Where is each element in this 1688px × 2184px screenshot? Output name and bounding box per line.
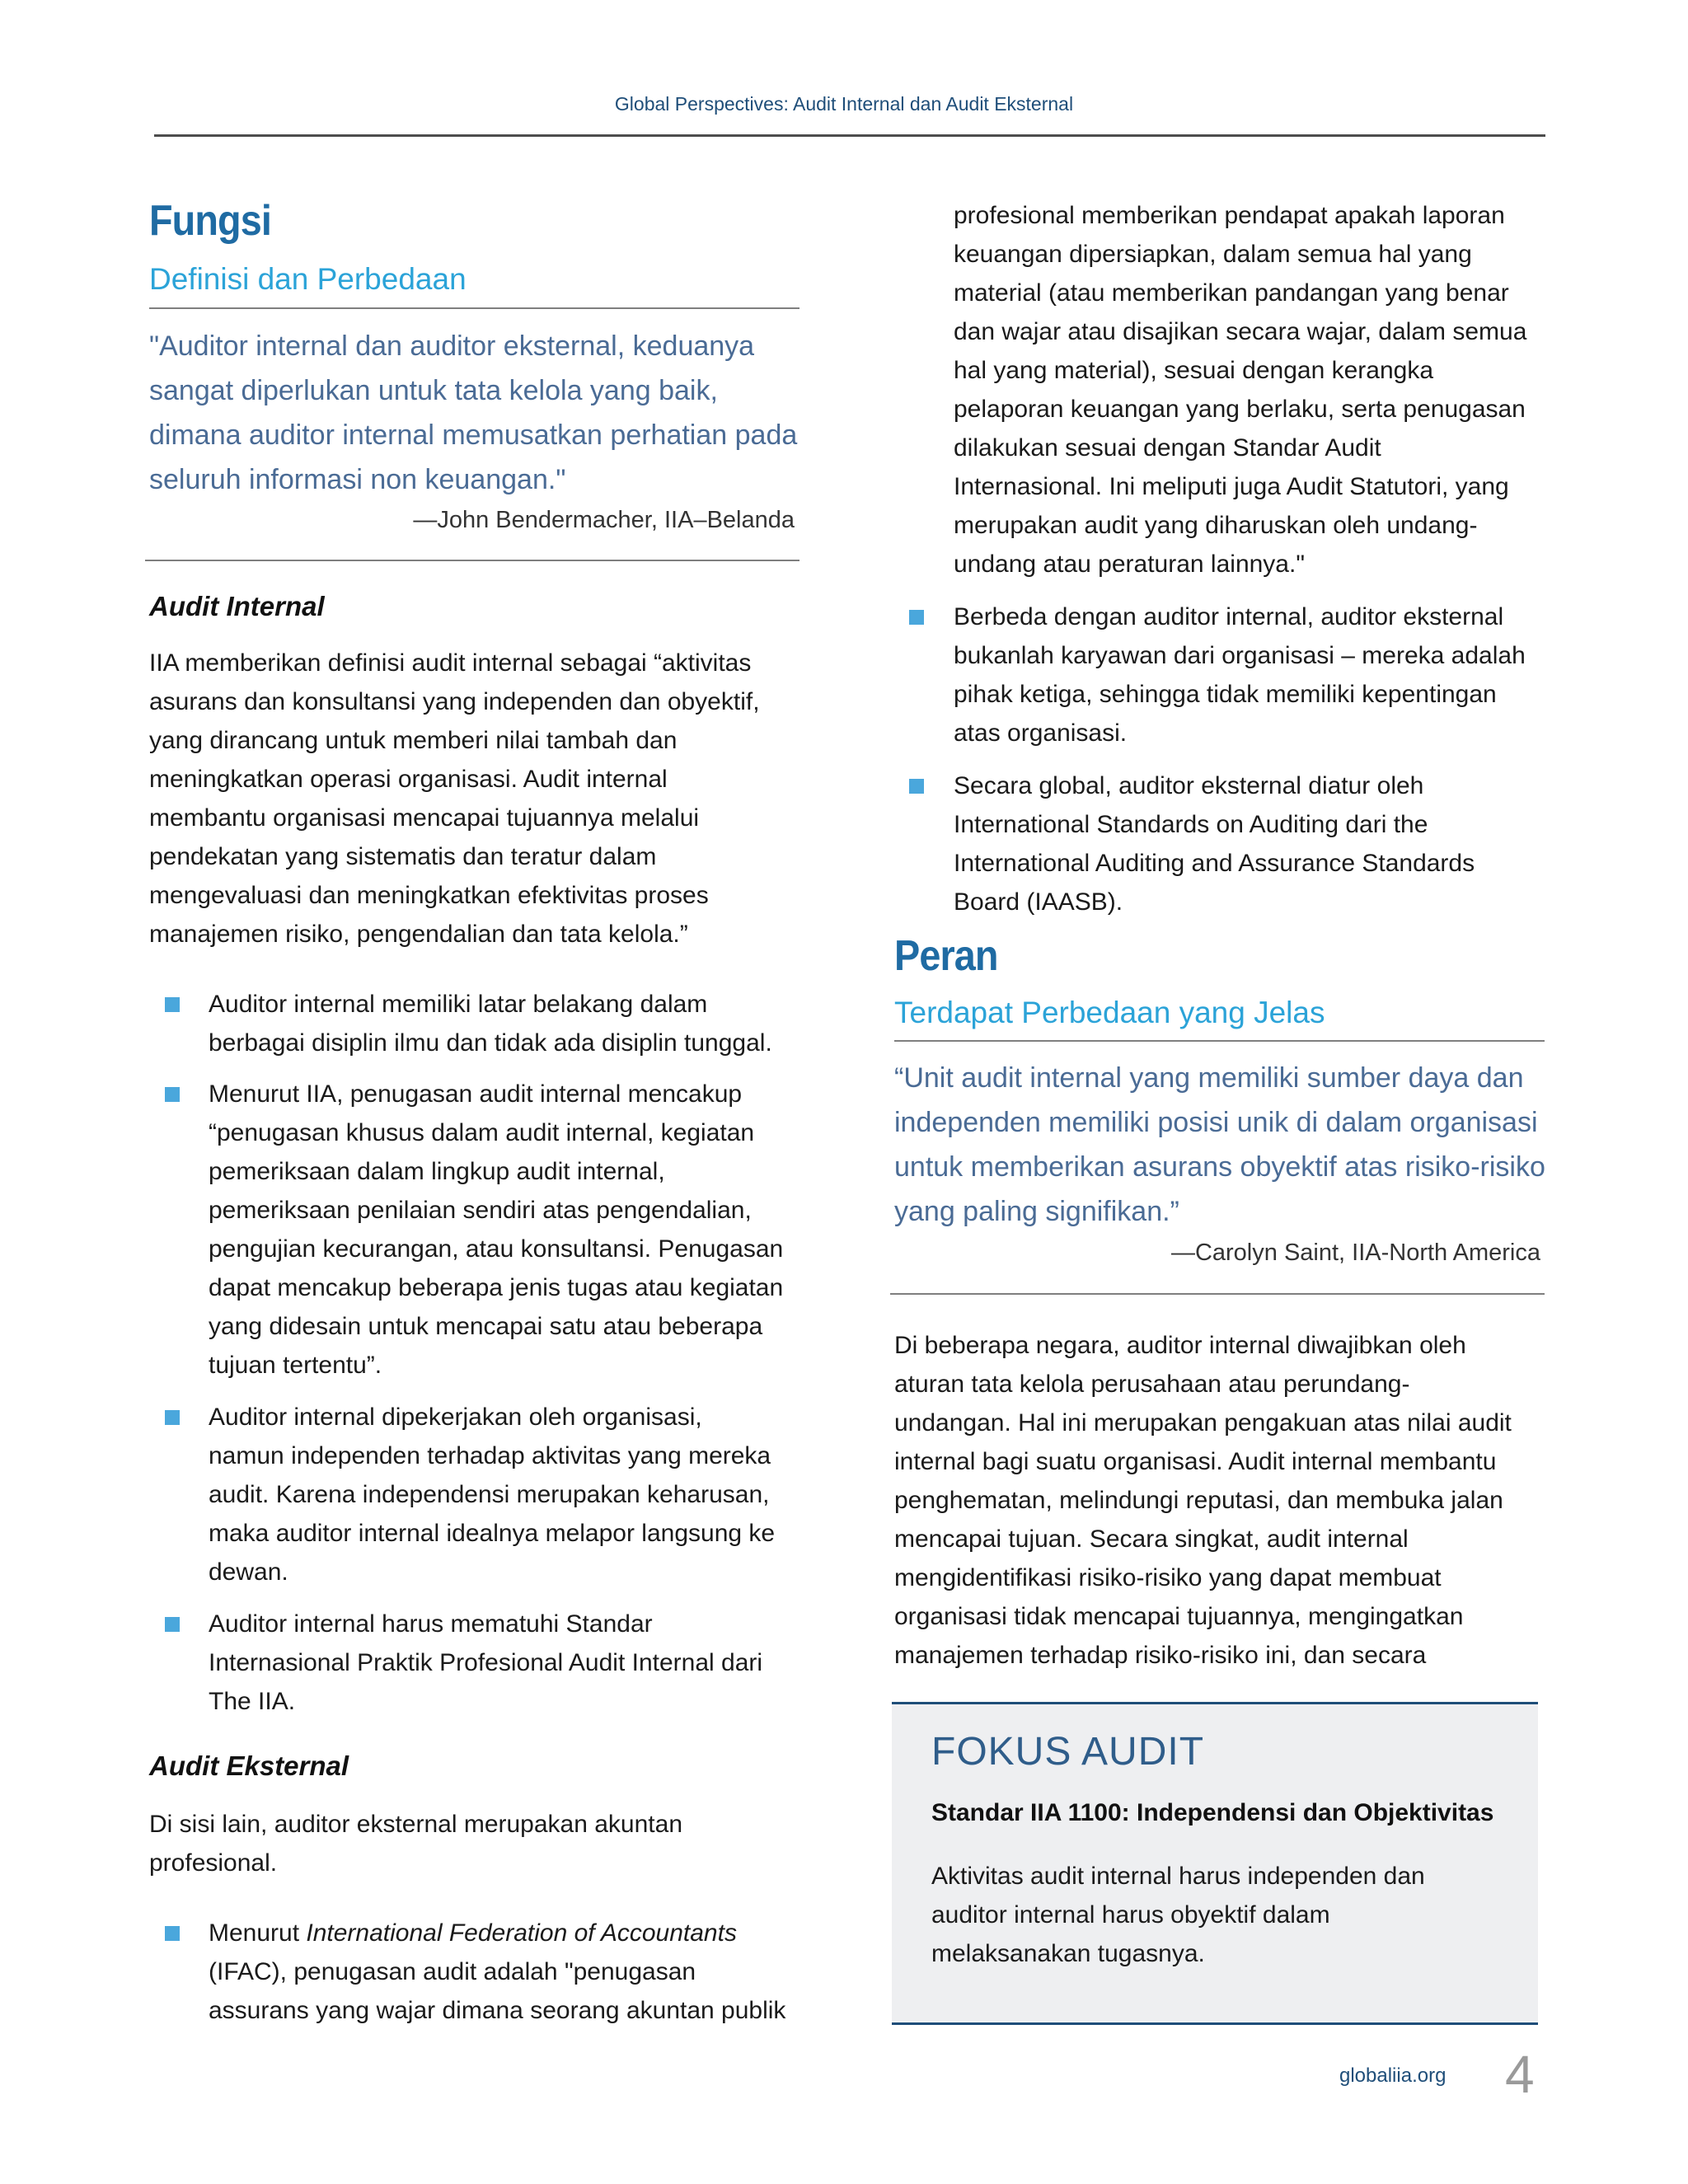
text-line: manajemen risiko, pengendalian dan tata kelola.” [149,921,688,948]
pull-quote-saint [894,1056,1554,1234]
text-line: dilakukan sesuai dengan Standar Audit [954,434,1381,462]
list-item-ifac [209,1914,810,2030]
quote-attribution: —John Bendermacher, IIA–Belanda [413,507,795,533]
text-line: keuangan dipersiapkan, dalam semua hal yang [954,241,1472,268]
quote-rule [145,560,799,561]
text-line: undang atau peraturan lainnya." [954,551,1305,578]
quote-line: untuk memberikan asurans obyektif atas risiko-risiko [894,1151,1545,1183]
page-number: 4 [1505,2045,1535,2104]
text-line: internal bagi suatu organisasi. Audit internal membantu [894,1448,1497,1475]
text-line: dapat mencakup beberapa jenis tugas atau kegiatan [209,1274,784,1301]
text-line: organisasi tidak mencapai tujuannya, mengingatkan [894,1603,1464,1630]
bullet-marker [909,610,924,625]
text-line: Auditor internal memiliki latar belakang dalam [209,991,708,1018]
text-line: The IIA. [209,1688,296,1715]
text-line: Di beberapa negara, auditor internal diwajibkan oleh [894,1332,1466,1359]
quote-rule [890,1293,1545,1295]
text-line: atas organisasi. [954,719,1128,747]
text-line: mencapai tujuan. Secara singkat, audit internal [894,1526,1409,1553]
text-line: mengevaluasi dan meningkatkan efektivitas proses [149,882,709,909]
text-span: Menurut [209,1919,307,1947]
text-line: profesional memberikan pendapat apakah laporan [954,202,1505,229]
quote-line: "Auditor internal dan auditor eksternal, keduanya [149,330,755,362]
quote-line: dimana auditor internal memusatkan perhatian pada [149,419,798,451]
quote-line: independen memiliki posisi unik di dalam organisasi [894,1107,1538,1138]
text-line: pendekatan yang sistematis dan teratur dalam [149,843,657,870]
text-line: dan wajar atau disajikan secara wajar, dalam semua [954,318,1527,345]
list-item [209,1605,810,1721]
paragraph-peran [894,1326,1554,1675]
heading-audit-internal: Audit Internal [149,591,325,621]
text-line: profesional. [149,1849,278,1877]
text-line: Secara global, auditor eksternal diatur oleh [954,772,1424,799]
text-line: audit. Karena independensi merupakan keharusan, [209,1481,770,1508]
list-item [954,598,1555,752]
text-line: penghematan, melindungi reputasi, dan membuka jalan [894,1487,1503,1514]
text-line: Di sisi lain, auditor eksternal merupakan akuntan [149,1811,683,1838]
text-line: “penugasan khusus dalam audit internal, kegiatan [209,1119,755,1146]
text-line: tujuan tertentu”. [209,1352,382,1379]
text-line: International Auditing and Assurance Standards [954,850,1475,877]
list-item [954,766,1555,921]
list-item [209,1075,810,1385]
section-title-peran: Peran [894,932,998,980]
text-line: pihak ketiga, sehingga tidak memiliki kepentingan [954,681,1497,708]
pull-quote-bendermacher [149,324,809,502]
text-line: International Standards on Auditing dari the [954,811,1428,838]
text-line: mengidentifikasi risiko-risiko yang dapat membuat [894,1564,1442,1591]
text-line: merupakan audit yang diharuskan oleh undang- [954,512,1478,539]
paragraph-audit-eksternal [149,1805,809,1882]
text-line: Internasional Praktik Profesional Audit Internal dari [209,1649,763,1676]
text-line: Aktivitas audit internal harus independen dan [931,1863,1425,1890]
bullet-marker [165,1926,180,1941]
text-line: yang didesain untuk mencapai satu atau beberapa [209,1313,763,1340]
heading-audit-eksternal: Audit Eksternal [149,1750,349,1781]
bullet-marker [165,1410,180,1425]
list-item [209,985,810,1062]
text-line: dewan. [209,1558,288,1586]
text-line: meningkatkan operasi organisasi. Audit internal [149,766,668,793]
subtitle-rule [894,1040,1545,1042]
bullet-marker [165,1087,180,1102]
subtitle-rule [149,307,799,309]
text-line: Berbeda dengan auditor internal, auditor eksternal [954,603,1504,630]
header-rule [154,134,1545,137]
focus-box-title: FOKUS AUDIT [931,1730,1205,1774]
footer-url[interactable]: globaliia.org [1339,2064,1447,2087]
text-line: Board (IAASB). [954,888,1123,916]
text-line: pelaporan keuangan yang berlaku, serta penugasan [954,396,1526,423]
text-line: pemeriksaan penilaian sendiri atas pengendalian, [209,1197,752,1224]
text-line: berbagai disiplin ilmu dan tidak ada disiplin tunggal. [209,1029,772,1057]
text-line: manajemen terhadap risiko-risiko ini, dan secara [894,1642,1427,1669]
text-line: pemeriksaan dalam lingkup audit internal, [209,1158,665,1185]
text-line: Menurut IIA, penugasan audit internal mencakup [209,1080,743,1108]
section-subtitle-perbedaan: Terdapat Perbedaan yang Jelas [894,996,1325,1029]
text-line: Auditor internal harus mematuhi Standar [209,1610,653,1638]
quote-line: sangat diperlukan untuk tata kelola yang baik, [149,375,718,406]
focus-box-standard: Standar IIA 1100: Independensi dan Objektivitas [931,1799,1494,1826]
text-line: auditor internal harus obyektif dalam [931,1901,1330,1929]
ifac-continuation [954,196,1555,583]
quote-line: yang paling signifikan.” [894,1196,1179,1227]
section-title-fungsi: Fungsi [149,197,271,245]
text-line: Auditor internal dipekerjakan oleh organisasi, [209,1404,702,1431]
quote-line: seluruh informasi non keuangan." [149,464,566,495]
paragraph-audit-internal [149,644,809,954]
bullet-marker [165,997,180,1012]
text-line: namun independen terhadap aktivitas yang mereka [209,1442,771,1469]
ifac-name: International Federation of Accountants [306,1919,737,1947]
text-line: asurans dan konsultansi yang independen dan obyektif, [149,688,760,715]
text-line: membantu organisasi mencapai tujuannya melalui [149,804,700,832]
text-line: Internasional. Ini meliputi juga Audit Statutori, yang [954,473,1509,500]
focus-box-text [931,1857,1508,1973]
text-line: material (atau memberikan pandangan yang benar [954,279,1509,307]
text-line: yang dirancang untuk memberi nilai tambah dan [149,727,678,754]
text-line: pengujian kecurangan, atau konsultansi. Penugasan [209,1235,784,1263]
text-line: undangan. Hal ini merupakan pengakuan atas nilai audit [894,1409,1512,1436]
text-line: aturan tata kelola perusahaan atau perundang- [894,1371,1410,1398]
text-line: bukanlah karyawan dari organisasi – mereka adalah [954,642,1526,669]
quote-line: “Unit audit internal yang memiliki sumber daya dan [894,1062,1524,1094]
quote-attribution: —Carolyn Saint, IIA-North America [1170,1240,1540,1266]
text-line [209,1914,810,1952]
text-line: (IFAC), penugasan audit adalah "penugasan [209,1958,696,1985]
focus-audit-box [892,1702,1538,2025]
text-line: melaksanakan tugasnya. [931,1940,1205,1967]
bullet-marker [909,779,924,794]
running-header: Global Perspectives: Audit Internal dan Audit Eksternal [614,93,1074,115]
bullet-marker [165,1617,180,1632]
text-line: hal yang material), sesuai dengan kerangka [954,357,1434,384]
list-item [209,1398,810,1591]
text-line: assurans yang wajar dimana seorang akuntan publik [209,1997,786,2024]
section-subtitle-definisi: Definisi dan Perbedaan [149,262,467,296]
text-line: IIA memberikan definisi audit internal sebagai “aktivitas [149,649,752,677]
text-line: maka auditor internal idealnya melapor langsung ke [209,1520,776,1547]
